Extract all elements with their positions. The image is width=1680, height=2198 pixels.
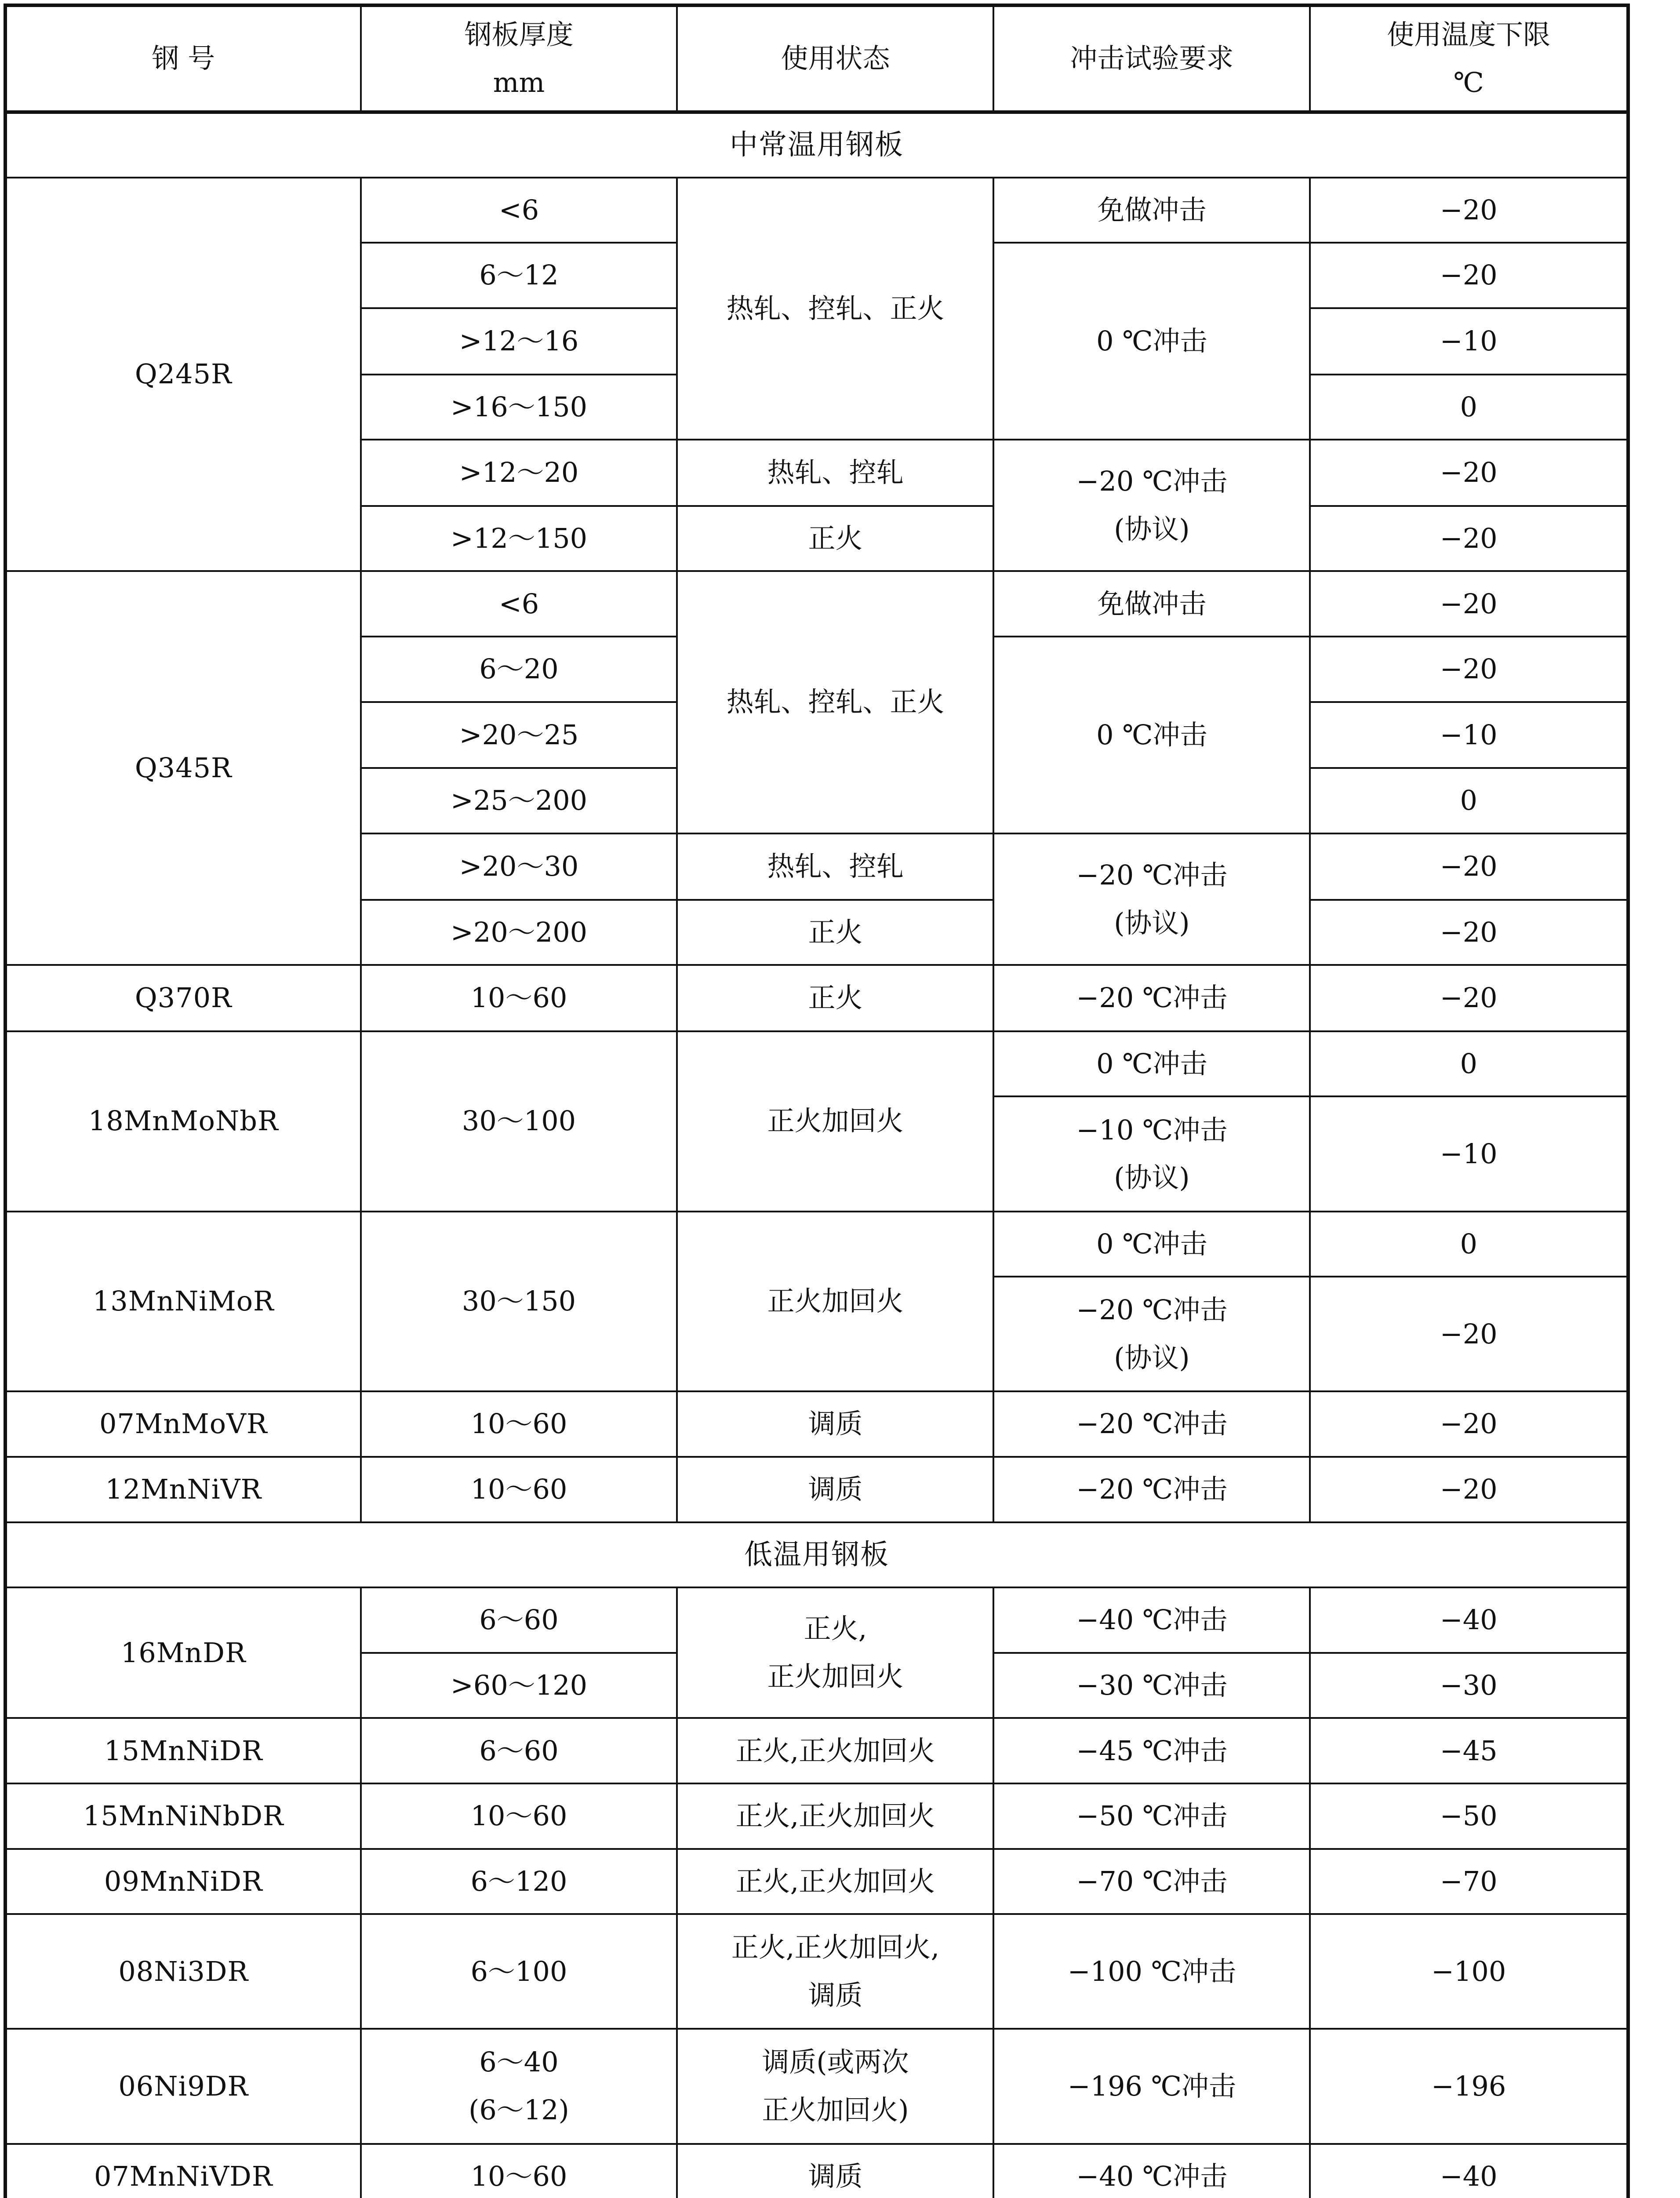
- table-cell: −20 ℃冲击 (协议): [993, 833, 1310, 965]
- table-cell: −40: [1310, 2144, 1628, 2198]
- table-cell: 0: [1310, 1212, 1628, 1277]
- table-row: [5, 2029, 1628, 2143]
- table-cell: 热轧、控轧、正火: [677, 571, 993, 833]
- steel-grade-cell: 16MnDR: [5, 1587, 361, 1718]
- table-cell: −20 ℃冲击 (协议): [993, 440, 1310, 571]
- table-cell: −45: [1310, 1718, 1628, 1783]
- table-cell: −40: [1310, 1587, 1628, 1653]
- table-cell: >25～200: [361, 768, 677, 833]
- table-cell: 10～60: [361, 1457, 677, 1522]
- table-cell: −20: [1310, 900, 1628, 965]
- table-cell: −20: [1310, 1457, 1628, 1522]
- table-cell: 正火加回火: [677, 1031, 993, 1212]
- steel-grade-cell: Q370R: [5, 965, 361, 1031]
- table-row: [5, 1849, 1628, 1914]
- table-cell: 0: [1310, 375, 1628, 440]
- steel-grade-cell: 07MnMoVR: [5, 1391, 361, 1457]
- section-row: [5, 112, 1628, 178]
- table-cell: −10: [1310, 702, 1628, 768]
- table-cell: −20: [1310, 1277, 1628, 1391]
- table-cell: −10: [1310, 1096, 1628, 1211]
- table-cell: −70: [1310, 1849, 1628, 1914]
- table-cell: 0 ℃冲击: [993, 1031, 1310, 1097]
- table-cell: 10～60: [361, 2144, 677, 2198]
- table-cell: 正火: [677, 506, 993, 571]
- header-steel-grade: 钢 号: [5, 5, 361, 112]
- table-cell: 30～150: [361, 1212, 677, 1392]
- section-heading: 低温用钢板: [5, 1522, 1628, 1588]
- header-impact-test: 冲击试验要求: [993, 5, 1310, 112]
- table-cell: 0: [1310, 768, 1628, 833]
- header-row: [5, 5, 1628, 112]
- table-cell: −70 ℃冲击: [993, 1849, 1310, 1914]
- table-cell: 免做冲击: [993, 571, 1310, 637]
- steel-grade-cell: Q245R: [5, 178, 361, 571]
- table-cell: −10: [1310, 308, 1628, 375]
- table-cell: −196: [1310, 2029, 1628, 2143]
- table-cell: >20～200: [361, 900, 677, 965]
- table-row: [5, 571, 1628, 637]
- table-cell: −50 ℃冲击: [993, 1783, 1310, 1849]
- table-cell: >12～150: [361, 506, 677, 571]
- table-cell: 热轧、控轧、正火: [677, 178, 993, 440]
- table-cell: 调质: [677, 2144, 993, 2198]
- table-row: [5, 178, 1628, 243]
- steel-plate-table: [4, 4, 1630, 2198]
- steel-grade-cell: 15MnNiDR: [5, 1718, 361, 1783]
- table-row: [5, 1783, 1628, 1849]
- header-plate-thickness: 钢板厚度 mm: [361, 5, 677, 112]
- table-cell: −40 ℃冲击: [993, 2144, 1310, 2198]
- table-cell: 6～12: [361, 243, 677, 308]
- table-cell: >20～30: [361, 833, 677, 900]
- table-cell: −30 ℃冲击: [993, 1653, 1310, 1718]
- table-cell: 0 ℃冲击: [993, 1212, 1310, 1277]
- table-row: [5, 1391, 1628, 1457]
- table-cell: −20 ℃冲击: [993, 1457, 1310, 1522]
- steel-grade-cell: 15MnNiNbDR: [5, 1783, 361, 1849]
- table-cell: −20: [1310, 965, 1628, 1031]
- table-cell: 10～60: [361, 965, 677, 1031]
- header-min-temperature: 使用温度下限 ℃: [1310, 5, 1628, 112]
- table-row: [5, 1914, 1628, 2029]
- table-cell: −20 ℃冲击 (协议): [993, 1277, 1310, 1391]
- table-cell: <6: [361, 571, 677, 637]
- table-row: [5, 965, 1628, 1031]
- table-cell: 正火,正火加回火, 调质: [677, 1914, 993, 2029]
- table-row: [5, 1587, 1628, 1653]
- table-cell: 0: [1310, 1031, 1628, 1097]
- table-cell: >20～25: [361, 702, 677, 768]
- steel-grade-cell: 09MnNiDR: [5, 1849, 361, 1914]
- table-row: [5, 2144, 1628, 2198]
- table-cell: 6～100: [361, 1914, 677, 2029]
- table-cell: −20: [1310, 506, 1628, 571]
- table-cell: 正火,正火加回火: [677, 1718, 993, 1783]
- table-row: [5, 1212, 1628, 1277]
- steel-grade-cell: 13MnNiMoR: [5, 1212, 361, 1392]
- table-row: [5, 1718, 1628, 1783]
- table-cell: −20: [1310, 440, 1628, 506]
- header-condition: 使用状态: [677, 5, 993, 112]
- table-cell: 调质: [677, 1457, 993, 1522]
- table-cell: 6～60: [361, 1718, 677, 1783]
- table-cell: 调质(或两次 正火加回火): [677, 2029, 993, 2143]
- table-cell: 6～120: [361, 1849, 677, 1914]
- table-cell: 热轧、控轧: [677, 833, 993, 900]
- table-cell: −50: [1310, 1783, 1628, 1849]
- table-cell: >16～150: [361, 375, 677, 440]
- table-cell: >12～20: [361, 440, 677, 506]
- table-cell: −45 ℃冲击: [993, 1718, 1310, 1783]
- table-cell: −20 ℃冲击: [993, 1391, 1310, 1457]
- table-cell: 6～20: [361, 637, 677, 702]
- table-cell: −10 ℃冲击 (协议): [993, 1096, 1310, 1211]
- table-cell: <6: [361, 178, 677, 243]
- table-cell: 正火,正火加回火: [677, 1783, 993, 1849]
- table-cell: −20: [1310, 243, 1628, 308]
- steel-grade-cell: 12MnNiVR: [5, 1457, 361, 1522]
- table-cell: 10～60: [361, 1391, 677, 1457]
- steel-grade-cell: Q345R: [5, 571, 361, 965]
- steel-grade-cell: 06Ni9DR: [5, 2029, 361, 2143]
- table-cell: >60～120: [361, 1653, 677, 1718]
- table-cell: −40 ℃冲击: [993, 1587, 1310, 1653]
- steel-grade-cell: 18MnMoNbR: [5, 1031, 361, 1212]
- steel-grade-cell: 08Ni3DR: [5, 1914, 361, 2029]
- table-cell: −20: [1310, 833, 1628, 900]
- steel-grade-cell: 07MnNiVDR: [5, 2144, 361, 2198]
- table-cell: 0 ℃冲击: [993, 243, 1310, 440]
- table-cell: 调质: [677, 1391, 993, 1457]
- table-row: [5, 1457, 1628, 1522]
- table-cell: −100 ℃冲击: [993, 1914, 1310, 2029]
- table-cell: 正火加回火: [677, 1212, 993, 1392]
- table-cell: 免做冲击: [993, 178, 1310, 243]
- table-cell: −30: [1310, 1653, 1628, 1718]
- table-cell: 6～40 (6～12): [361, 2029, 677, 2143]
- table-cell: −20: [1310, 1391, 1628, 1457]
- section-heading: 中常温用钢板: [5, 112, 1628, 178]
- section-row: [5, 1522, 1628, 1588]
- table-cell: 30～100: [361, 1031, 677, 1212]
- table-cell: 热轧、控轧: [677, 440, 993, 506]
- table-cell: 正火: [677, 965, 993, 1031]
- table-cell: −20: [1310, 571, 1628, 637]
- table-cell: 正火, 正火加回火: [677, 1587, 993, 1718]
- table-cell: 正火: [677, 900, 993, 965]
- table-cell: 0 ℃冲击: [993, 637, 1310, 833]
- table-cell: −196 ℃冲击: [993, 2029, 1310, 2143]
- table-cell: −20: [1310, 637, 1628, 702]
- table-cell: −20 ℃冲击: [993, 965, 1310, 1031]
- table-cell: >12～16: [361, 308, 677, 375]
- table-cell: −20: [1310, 178, 1628, 243]
- table-row: [5, 1031, 1628, 1097]
- table-cell: −100: [1310, 1914, 1628, 2029]
- table-cell: 正火,正火加回火: [677, 1849, 993, 1914]
- table-cell: 6～60: [361, 1587, 677, 1653]
- table-cell: 10～60: [361, 1783, 677, 1849]
